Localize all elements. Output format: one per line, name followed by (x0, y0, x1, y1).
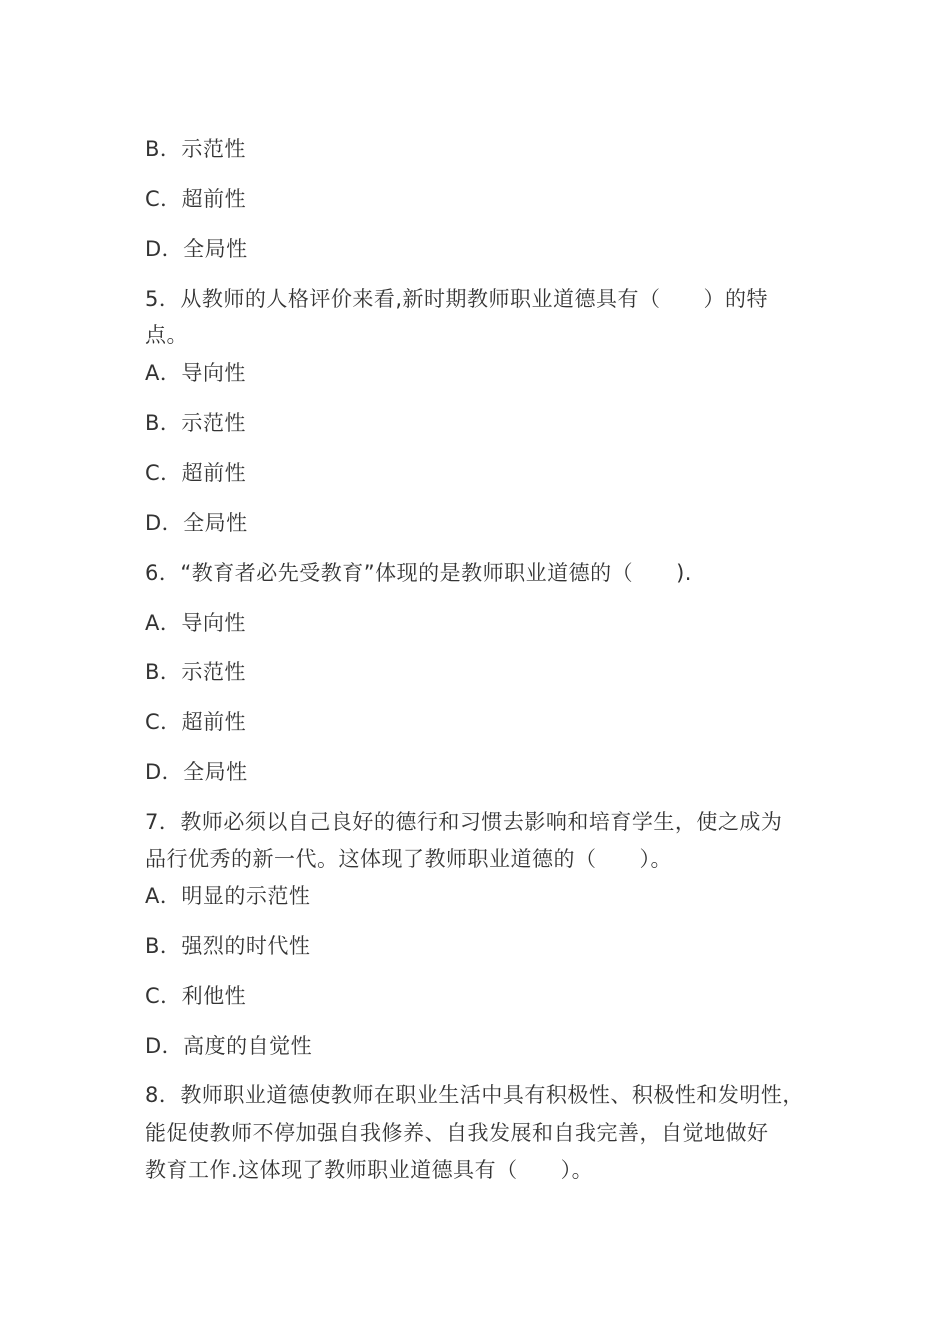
option-b-q6: B．示范性 (145, 660, 246, 684)
question-5-line-1: 5．从教师的人格评价来看,新时期教师职业道德具有（ ）的特 (145, 287, 769, 311)
option-b-q5: B．示范性 (145, 411, 246, 435)
question-6: 6．“教育者必先受教育”体现的是教师职业道德的（ ). (145, 561, 692, 585)
question-8-line-2: 能促使教师不停加强自我修养、自我发展和自我完善，自觉地做好 (145, 1121, 769, 1145)
option-d-q5: D．全局性 (145, 511, 248, 535)
option-d-q4: D．全局性 (145, 237, 248, 261)
question-8-line-1: 8．教师职业道德使教师在职业生活中具有积极性、积极性和发明性， (145, 1083, 804, 1107)
option-a-q6: A．导向性 (145, 611, 246, 635)
option-c-q5: C．超前性 (145, 461, 247, 485)
question-8-line-3: 教育工作.这体现了教师职业道德具有（ ）。 (145, 1158, 594, 1182)
question-5-line-2: 点。 (145, 323, 188, 347)
option-c-q4: C．超前性 (145, 187, 247, 211)
question-7-line-1: 7．教师必须以自己良好的德行和习惯去影响和培育学生，使之成为 (145, 810, 783, 834)
option-a-q7: A．明显的示范性 (145, 884, 311, 908)
option-d-q7: D．高度的自觉性 (145, 1034, 313, 1058)
option-b-q7: B．强烈的时代性 (145, 934, 311, 958)
option-d-q6: D．全局性 (145, 760, 248, 784)
option-c-q7: C．利他性 (145, 984, 247, 1008)
option-c-q6: C．超前性 (145, 710, 247, 734)
question-7-line-2: 品行优秀的新一代。这体现了教师职业道德的（ ）。 (145, 847, 672, 871)
option-a-q5: A．导向性 (145, 361, 246, 385)
option-b-q4: B．示范性 (145, 137, 246, 161)
